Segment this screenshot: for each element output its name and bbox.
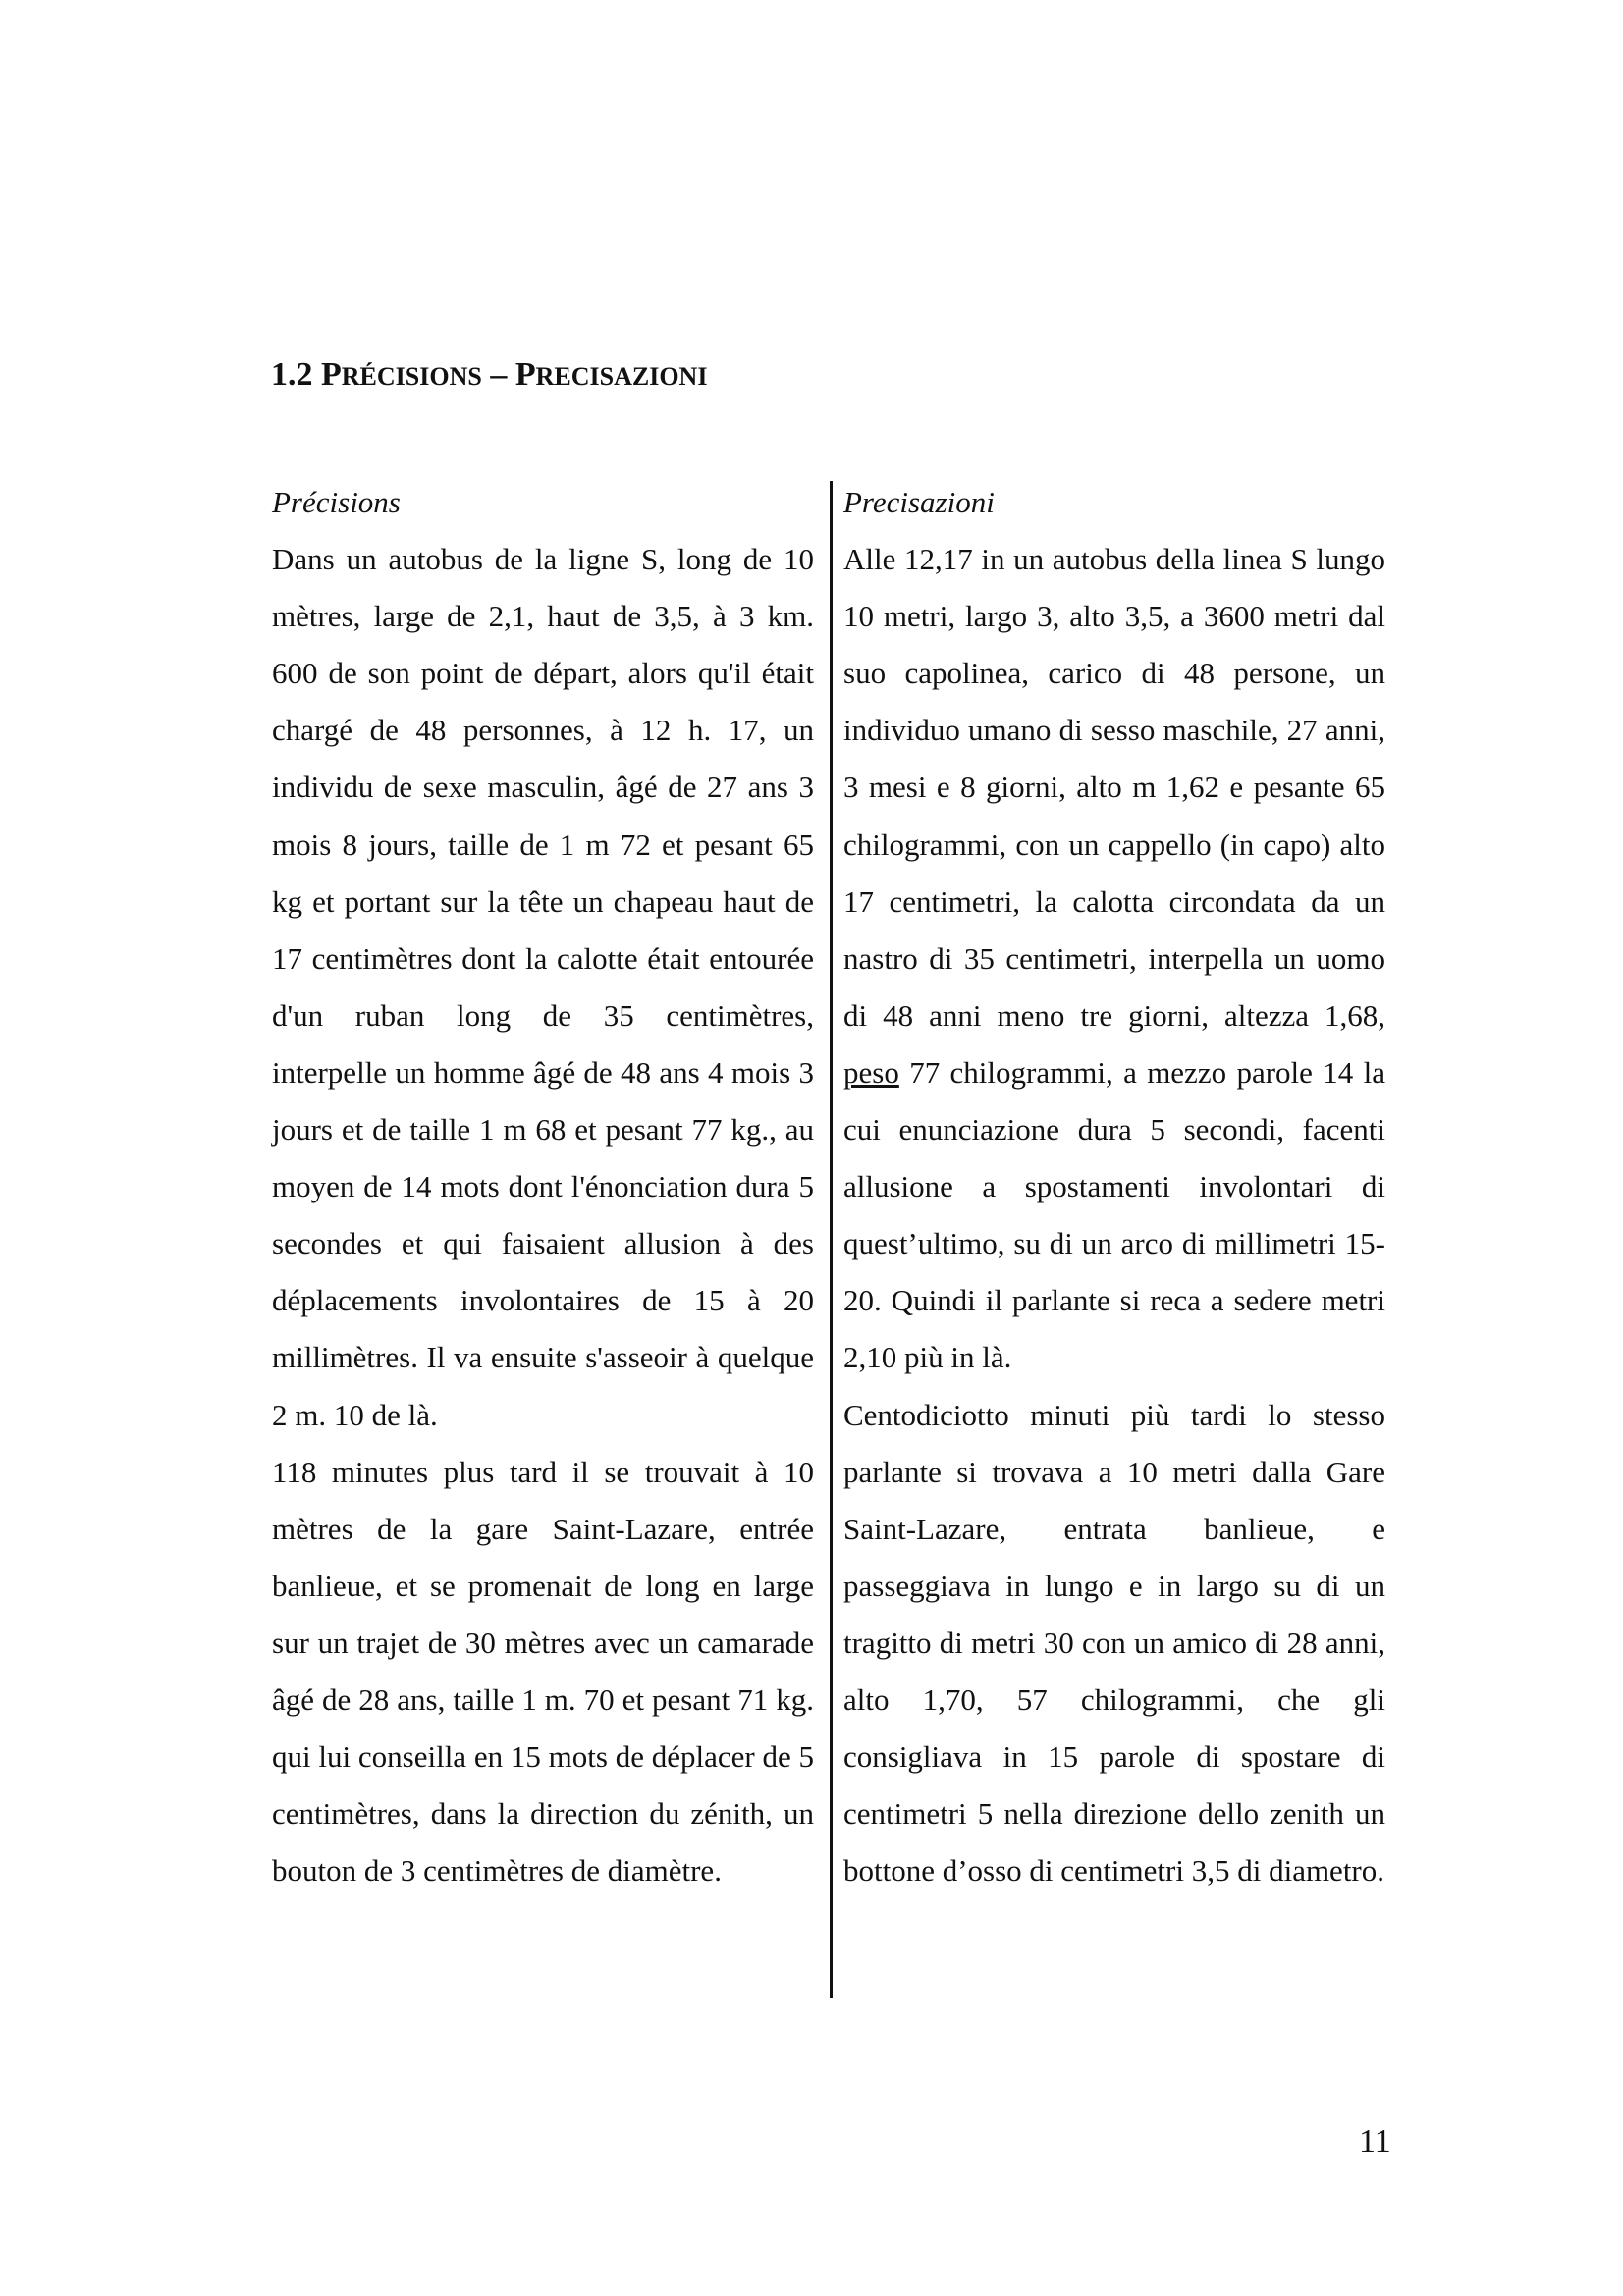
french-column-title: Précisions bbox=[272, 485, 401, 519]
heading-italian-rest: RECISAZIONI bbox=[535, 362, 708, 391]
french-paragraph-1: Dans un autobus de la ligne S, long de 10 mètres, large de 2,1, haut de 3,5, à 3 km. 600 de son point de départ, alors qu'il était chargé de 48 personnes, à 12 h. 17, un individu de sexe masculin, âgé de 27 ans 3 mois 8 jours, taille de 1 m 72 et pesant 65 kg et portant sur la tête un chapeau haut de 17 centimètres dont la calotte était entourée d'un ruban long de 35 centimètres, interpelle un homme âgé de 48 ans 4 mois 3 jours et de taille 1 m 68 et pesant 77 kg., au moyen de 14 mots dont l'énonciation dura 5 secondes et qui faisaient allusion à des déplacements involontaires de 15 à 20 millimètres. Il va ensuite s'asseoir à quelque 2 m. 10 de là. bbox=[272, 542, 814, 1432]
page-number: 11 bbox=[1359, 2123, 1391, 2160]
underlined-word-peso: peso bbox=[843, 1054, 899, 1090]
french-paragraph-2: 118 minutes plus tard il se trouvait à 10 mètres de la gare Saint-Lazare, entrée banlieue, et se promenait de long en large sur un trajet de 30 mètres avec un camarade âgé de 28 ans, taille 1 m. 70 et pesant 71 kg. qui lui conseilla en 15 mots de déplacer de 5 centimètres, dans la direction du zénith, un bouton de 3 centimètres de diamètre. bbox=[272, 1454, 814, 1889]
italian-paragraph-1 bbox=[843, 531, 1385, 1386]
italian-column bbox=[843, 474, 1385, 1899]
heading-french-initial: P bbox=[321, 356, 342, 393]
heading-french-rest: RÉCISIONS bbox=[341, 362, 482, 391]
section-number: 1.2 bbox=[271, 356, 313, 393]
italian-paragraph-2: Centodiciotto minuti più tardi lo stesso parlante si trovava a 10 metri dalla Gare Saint-Lazare, entrata banlieue, e passeggiava in lungo e in largo su di un tragitto di metri 30 con un amico di 28 anni, alto 1,70, 57 chilogrammi, che gli consigliava in 15 parole di spostare di centimetri 5 nella direzione dello zenith un bottone d’osso di centimetri 3,5 di diametro. bbox=[843, 1397, 1385, 1889]
italian-paragraph-1-end: 77 chilogrammi, a mezzo parole 14 la cui enunciazione dura 5 secondi, facenti allusione a spostamenti involontari di quest’ultimo, su di un arco di millimetri 15-20. Quindi il parlante si reca a sedere metri 2,10 più in là. bbox=[843, 1054, 1385, 1375]
heading-dash: – bbox=[490, 356, 508, 393]
italian-paragraph-1-start: Alle 12,17 in un autobus della linea S lungo 10 metri, largo 3, alto 3,5, a 3600 metri dal suo capolinea, carico di 48 persone, un individuo umano di sesso maschile, 27 anni, 3 mesi e 8 giorni, alto m 1,62 e pesante 65 chilogrammi, con un cappello (in capo) alto 17 centimetri, la calotta circondata da un nastro di 35 centimetri, interpella un uomo di 48 anni meno tre giorni, altezza 1,68, bbox=[843, 542, 1385, 1033]
section-heading bbox=[271, 351, 707, 400]
french-column bbox=[272, 474, 814, 1899]
heading-italian-initial: P bbox=[514, 356, 536, 393]
italian-column-title: Precisazioni bbox=[843, 485, 995, 519]
column-divider bbox=[830, 481, 833, 1998]
